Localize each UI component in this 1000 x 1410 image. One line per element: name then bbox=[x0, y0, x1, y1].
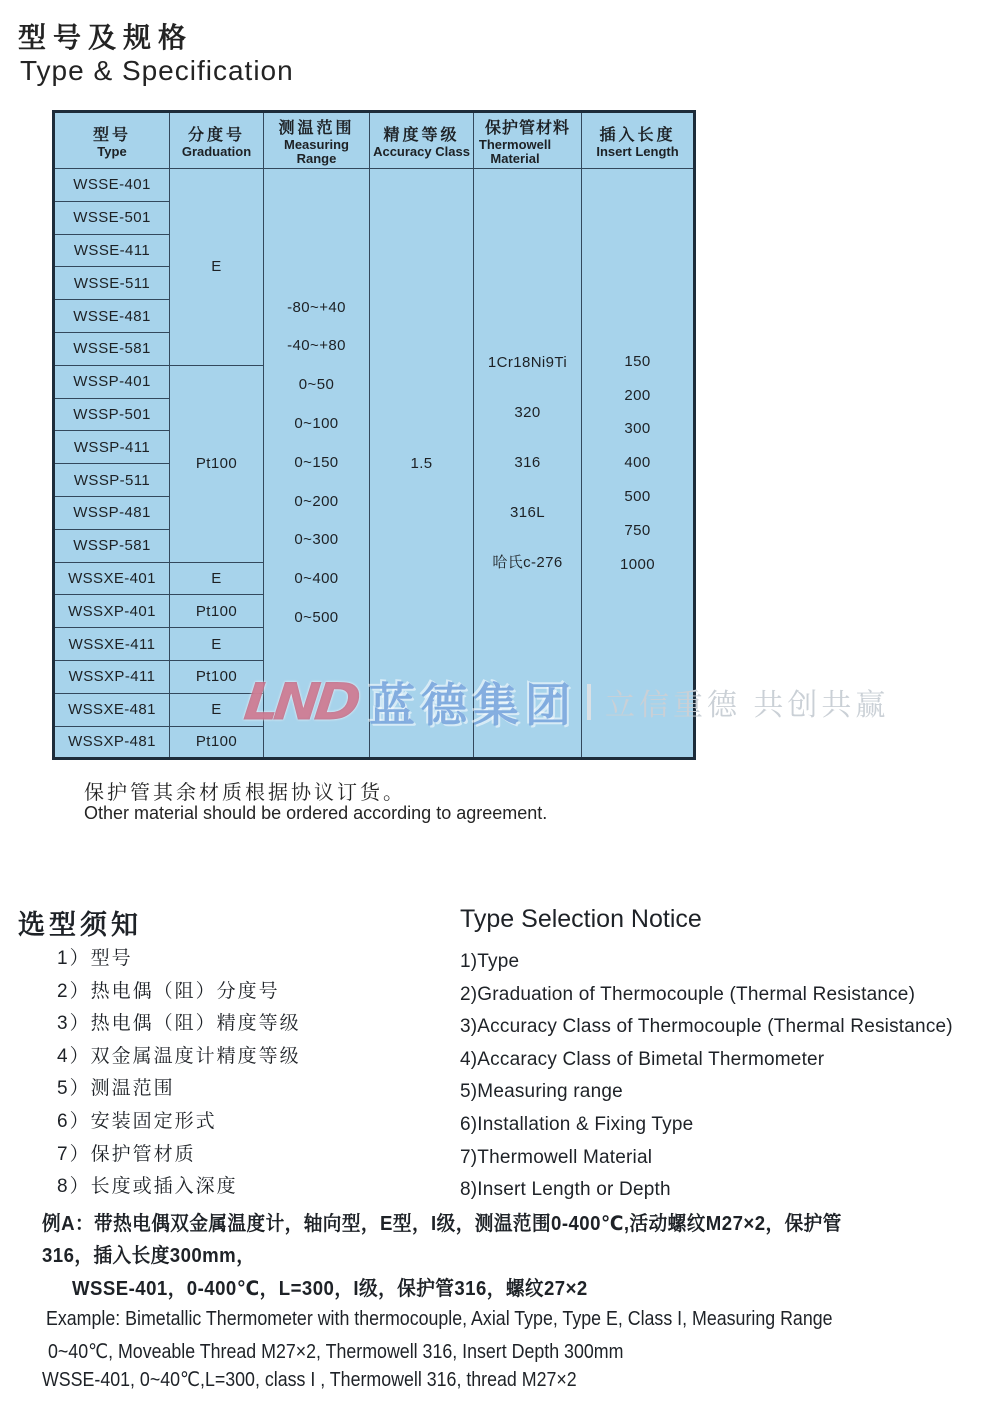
material-value: 316L bbox=[510, 504, 545, 522]
length-value: 200 bbox=[624, 386, 651, 404]
list-item: 7）保护管材质 bbox=[57, 1143, 196, 1165]
example-line-en-2: 0~40℃, Moveable Thread M27×2, Thermowell 316, Insert Depth 300mm bbox=[48, 1341, 624, 1363]
header-type-en: Type bbox=[97, 144, 127, 159]
model-cell: WSSXE-411 bbox=[54, 628, 170, 661]
model-cell: WSSP-411 bbox=[54, 431, 170, 464]
header-thermowell-material-zh: 保护管材料 bbox=[484, 120, 570, 137]
brand-slogan: 立信重德 共创共赢 bbox=[605, 689, 890, 722]
model-cell: WSSE-411 bbox=[54, 234, 170, 267]
model-cell: WSSE-501 bbox=[54, 201, 170, 234]
accuracy-class-cell: 1.5 bbox=[370, 169, 474, 759]
header-measuring-range bbox=[264, 112, 370, 169]
model-cell: WSSXP-411 bbox=[54, 660, 170, 693]
range-value: 0~50 bbox=[298, 376, 335, 394]
list-item: 5)Measuring range bbox=[460, 1081, 623, 1103]
example-line-en-3: WSSE-401, 0~40℃,L=300, class I , Thermowell 316, thread M27×2 bbox=[42, 1369, 577, 1391]
range-value: 0~300 bbox=[294, 531, 339, 549]
list-item: 3)Accuracy Class of Thermocouple (Thermal Resistance) bbox=[460, 1016, 953, 1038]
header-graduation-en: Graduation bbox=[181, 144, 252, 159]
model-cell: WSSP-481 bbox=[54, 496, 170, 529]
material-value: 1Cr18Ni9Ti bbox=[487, 354, 568, 372]
model-cell: WSSP-401 bbox=[54, 365, 170, 398]
list-item: 7)Thermowell Material bbox=[460, 1146, 653, 1168]
graduation-group-cell-pt100: Pt100 bbox=[170, 365, 264, 562]
header-measuring-range-zh: 测温范围 bbox=[278, 120, 355, 137]
header-accuracy-class-en: Accuracy Class bbox=[373, 144, 470, 159]
table-row bbox=[54, 169, 695, 202]
length-value: 750 bbox=[624, 521, 651, 539]
graduation-cell: Pt100 bbox=[170, 726, 264, 759]
graduation-cell: Pt100 bbox=[170, 595, 264, 628]
material-value: 哈氏c-276 bbox=[492, 554, 563, 572]
page-title-en: Type & Specification bbox=[20, 55, 294, 86]
table-header-row bbox=[54, 112, 695, 169]
material-value: 316 bbox=[514, 454, 541, 472]
header-accuracy-class-zh: 精度等级 bbox=[383, 127, 460, 144]
model-cell: WSSE-481 bbox=[54, 300, 170, 333]
header-measuring-range-en: Measuring Range bbox=[283, 137, 349, 166]
graduation-cell: Pt100 bbox=[170, 660, 264, 693]
header-type bbox=[54, 112, 170, 169]
range-value: -40~+80 bbox=[287, 337, 346, 355]
page-title-zh: 型号及规格 bbox=[18, 22, 194, 53]
measuring-range-cell bbox=[264, 169, 370, 759]
header-accuracy-class bbox=[370, 112, 474, 169]
range-value: 0~100 bbox=[294, 414, 339, 432]
spec-table-container bbox=[52, 110, 696, 760]
list-item: 1)Type bbox=[460, 951, 520, 972]
example-line-zh-1: 例A：带热电偶双金属温度计，轴向型，E型，I级，测温范围0-400℃,活动螺纹M27×2，保护管 bbox=[42, 1213, 842, 1235]
thermowell-material-cell bbox=[474, 169, 582, 759]
range-value: 0~150 bbox=[294, 453, 339, 471]
model-cell: WSSP-511 bbox=[54, 464, 170, 497]
list-item: 4)Accaracy Class of Bimetal Thermometer bbox=[460, 1048, 825, 1070]
table-note-en: Other material should be ordered according to agreement. bbox=[84, 803, 548, 823]
spec-table bbox=[52, 110, 696, 760]
selection-list-zh bbox=[57, 943, 301, 1204]
length-value: 1000 bbox=[620, 555, 655, 573]
header-graduation-zh: 分度号 bbox=[187, 127, 245, 144]
brand-name: 蓝德集团 bbox=[369, 679, 578, 731]
list-item: 6）安装固定形式 bbox=[57, 1110, 217, 1132]
range-value: 0~400 bbox=[294, 570, 339, 588]
graduation-cell: E bbox=[170, 693, 264, 726]
length-value: 150 bbox=[624, 352, 651, 370]
model-cell: WSSXP-401 bbox=[54, 595, 170, 628]
header-insert-length-en: Insert Length bbox=[596, 144, 679, 159]
graduation-group-cell-e: E bbox=[170, 169, 264, 366]
selection-title-zh: 选型须知 bbox=[18, 910, 142, 940]
example-line-zh-3: WSSE-401，0-400℃，L=300，I级，保护管316，螺纹27×2 bbox=[72, 1278, 588, 1300]
table-note-zh: 保护管其余材质根据协议订货。 bbox=[84, 782, 406, 804]
header-thermowell-material-en: Thermowell Material bbox=[478, 137, 552, 166]
model-cell: WSSXP-481 bbox=[54, 726, 170, 759]
list-item: 8)Insert Length or Depth bbox=[460, 1179, 671, 1201]
list-item: 1）型号 bbox=[57, 948, 133, 969]
list-item: 4）双金属温度计精度等级 bbox=[57, 1045, 301, 1067]
list-item: 3）热电偶（阻）精度等级 bbox=[57, 1013, 301, 1035]
range-value: 0~500 bbox=[294, 608, 339, 626]
model-cell: WSSXE-481 bbox=[54, 693, 170, 726]
model-cell: WSSE-401 bbox=[54, 169, 170, 202]
example-line-en-1: Example: Bimetallic Thermometer with thermocouple, Axial Type, Type E, Class I, Measuring Range bbox=[46, 1308, 833, 1330]
header-insert-length-zh: 插入长度 bbox=[599, 127, 676, 144]
list-item: 2)Graduation of Thermocouple (Thermal Resistance) bbox=[460, 983, 916, 1005]
selection-title-en: Type Selection Notice bbox=[460, 905, 702, 933]
insert-length-cell bbox=[582, 169, 695, 759]
header-type-zh: 型号 bbox=[92, 127, 131, 144]
selection-list-en bbox=[460, 946, 953, 1207]
example-line-zh-2: 316，插入长度300mm， bbox=[42, 1245, 256, 1267]
length-value: 300 bbox=[624, 420, 651, 438]
graduation-cell: E bbox=[170, 562, 264, 595]
header-insert-length bbox=[582, 112, 695, 169]
length-value: 500 bbox=[624, 488, 651, 506]
material-value: 320 bbox=[514, 404, 541, 422]
list-item: 2）热电偶（阻）分度号 bbox=[57, 980, 280, 1002]
list-item: 5）测温范围 bbox=[57, 1078, 175, 1100]
length-value: 400 bbox=[624, 454, 651, 472]
model-cell: WSSP-581 bbox=[54, 529, 170, 562]
graduation-cell: E bbox=[170, 628, 264, 661]
header-thermowell-material bbox=[474, 112, 582, 169]
header-graduation bbox=[170, 112, 264, 169]
model-cell: WSSP-501 bbox=[54, 398, 170, 431]
range-value: -80~+40 bbox=[287, 298, 346, 316]
list-item: 6)Installation & Fixing Type bbox=[460, 1113, 694, 1135]
lnd-logo-icon: LND bbox=[240, 672, 359, 732]
model-cell: WSSXE-401 bbox=[54, 562, 170, 595]
range-value: 0~200 bbox=[294, 492, 339, 510]
model-cell: WSSE-581 bbox=[54, 332, 170, 365]
list-item: 8）长度或插入深度 bbox=[57, 1176, 238, 1198]
model-cell: WSSE-511 bbox=[54, 267, 170, 300]
